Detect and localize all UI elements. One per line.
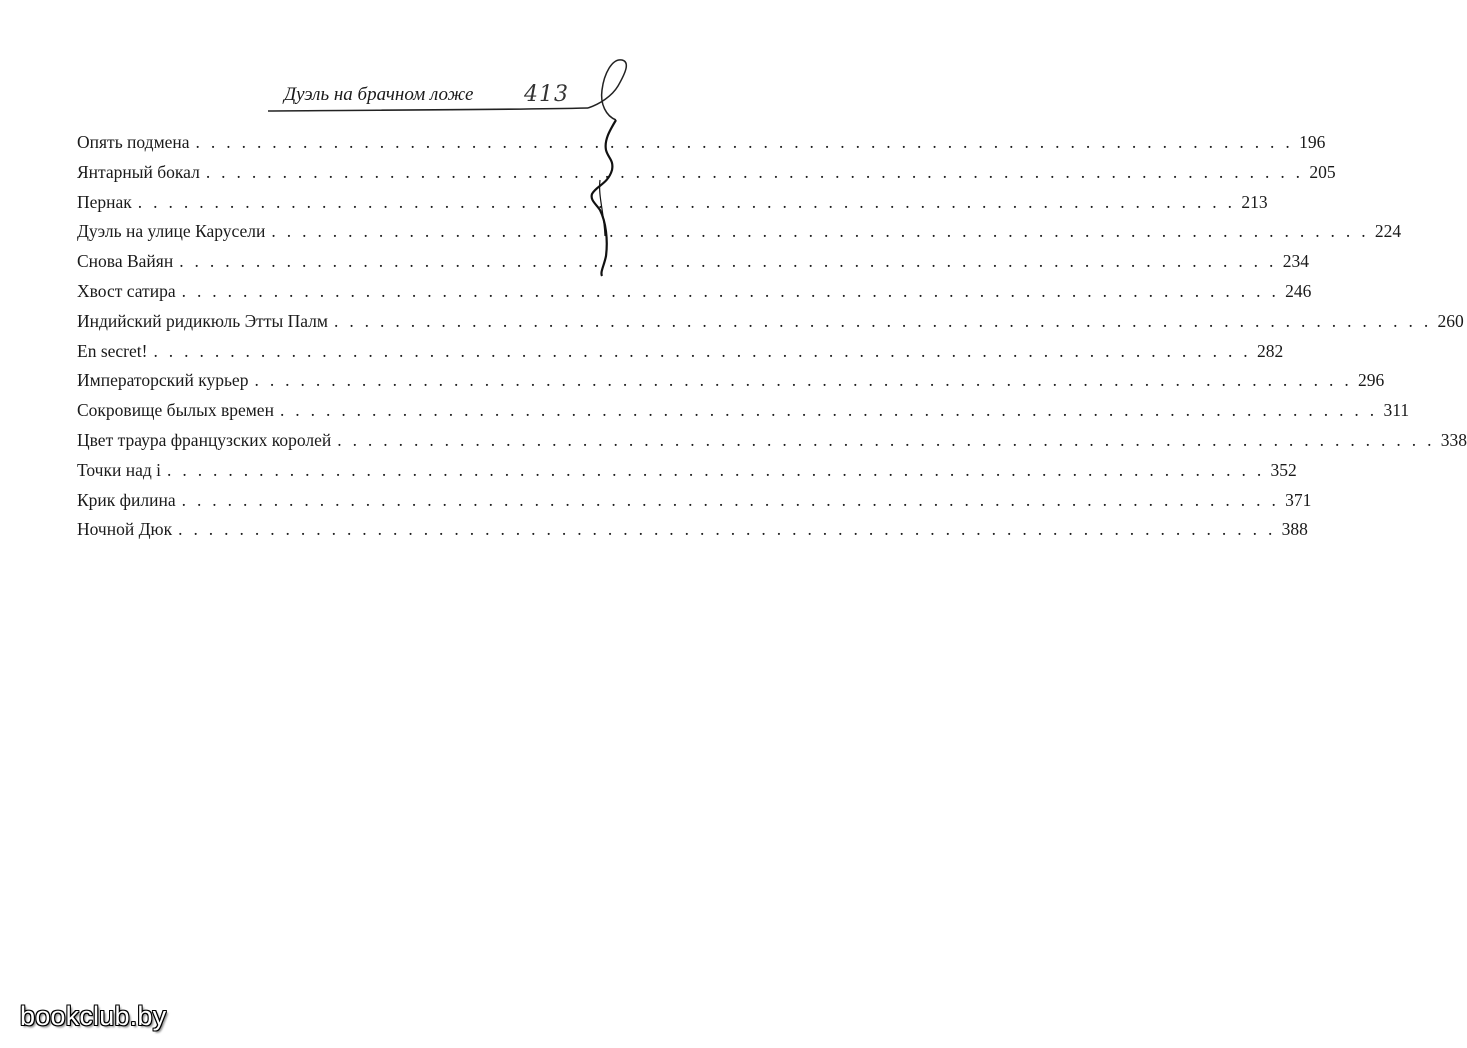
toc-entry xyxy=(77,158,1336,188)
toc-entry xyxy=(77,456,1297,486)
toc-entry xyxy=(77,515,1308,545)
toc-entry-title: Индийский ридикюль Этты Палм xyxy=(77,310,328,331)
watermark-logo: bookclub.by xyxy=(20,1001,167,1031)
toc-entry-title: Хвост сатира xyxy=(77,280,176,301)
dot-leader: . . . . . . . . . . . . . . . . . . . . . . . . . . . . . . . . . . . . . . . . . . . . . . . . . . . . . . . . . . . . . . . . . . . . . . . . xyxy=(153,340,1251,361)
toc-entry xyxy=(77,426,1467,456)
toc-entry xyxy=(77,128,1326,158)
running-head xyxy=(270,84,590,114)
toc-entry-title: Цвет траура французских королей xyxy=(77,429,332,450)
toc-entry-title: Ночной Дюк xyxy=(77,519,173,540)
toc-entry-page: 352 xyxy=(1270,459,1297,480)
toc-entry-page: 282 xyxy=(1256,340,1284,361)
dot-leader: . . . . . . . . . . . . . . . . . . . . . . . . . . . . . . . . . . . . . . . . . . . . . . . . . . . . . . . . . . . . . . . . . . . . . . . . xyxy=(167,459,1265,480)
toc-entry-page: 224 xyxy=(1374,221,1402,242)
page-number: 413 xyxy=(524,82,569,107)
toc-entry-page: 205 xyxy=(1309,161,1336,182)
toc-entry-title: Точки над і xyxy=(77,459,161,480)
toc-entry-page: 371 xyxy=(1285,489,1312,510)
dot-leader: . . . . . . . . . . . . . . . . . . . . . . . . . . . . . . . . . . . . . . . . . . . . . . . . . . . . . . . . . . . . . . . . . . . . . . . . xyxy=(254,370,1352,391)
toc-entry-page: 311 xyxy=(1383,400,1410,421)
toc-entry-title: En secret! xyxy=(77,340,148,361)
toc-entry-page: 388 xyxy=(1281,519,1308,540)
toc-entry xyxy=(77,337,1284,367)
dot-leader: . . . . . . . . . . . . . . . . . . . . . . . . . . . . . . . . . . . . . . . . . . . . . . . . . . . . . . . . . . . . . . . . . . . . . . . . xyxy=(181,489,1280,510)
table-of-contents xyxy=(77,128,1467,545)
dot-leader: . . . . . . . . . . . . . . . . . . . . . . . . . . . . . . . . . . . . . . . . . . . . . . . . . . . . . . . . . . . . . . . . . . . . . . . . xyxy=(137,191,1236,212)
toc-entry-page: 234 xyxy=(1282,251,1309,272)
toc-entry-title: Снова Вайян xyxy=(77,251,174,272)
dot-leader: . . . . . . . . . . . . . . . . . . . . . . . . . . . . . . . . . . . . . . . . . . . . . . . . . . . . . . . . . . . . . . . . . . . . . . . . xyxy=(271,221,1369,242)
dot-leader: . . . . . . . . . . . . . . . . . . . . . . . . . . . . . . . . . . . . . . . . . . . . . . . . . . . . . . . . . . . . . . . . . . . . . . . . xyxy=(205,161,1304,182)
toc-entry-title: Крик филина xyxy=(77,489,176,510)
toc-entry-page: 196 xyxy=(1299,132,1326,152)
dot-leader: . . . . . . . . . . . . . . . . . . . . . . . . . . . . . . . . . . . . . . . . . . . . . . . . . . . . . . . . . . . . . . . . . . . . . . . . xyxy=(279,400,1378,421)
toc-entry-title: Опять подмена xyxy=(77,132,190,152)
toc-entry-page: 338 xyxy=(1440,429,1467,450)
dot-leader: . . . . . . . . . . . . . . . . . . . . . . . . . . . . . . . . . . . . . . . . . . . . . . . . . . . . . . . . . . . . . . . . . . . . . . . . xyxy=(337,429,1435,450)
toc-entry xyxy=(77,217,1402,247)
toc-entry-title: Императорский курьер xyxy=(77,370,249,391)
toc-entry-title: Дуэль на улице Карусели xyxy=(77,221,266,242)
toc-entry xyxy=(77,366,1385,396)
toc-entry-title: Сокровище былых времен xyxy=(77,400,274,421)
toc-entry-page: 213 xyxy=(1241,191,1268,212)
dot-leader: . . . . . . . . . . . . . . . . . . . . . . . . . . . . . . . . . . . . . . . . . . . . . . . . . . . . . . . . . . . . . . . . . . . . . . . . xyxy=(195,132,1294,152)
toc-entry xyxy=(77,247,1309,277)
toc-entry-page: 260 xyxy=(1437,310,1464,331)
toc-entry xyxy=(77,188,1268,218)
toc-entry-title: Пернак xyxy=(77,191,132,212)
dot-leader: . . . . . . . . . . . . . . . . . . . . . . . . . . . . . . . . . . . . . . . . . . . . . . . . . . . . . . . . . . . . . . . . . . . . . . . . xyxy=(179,251,1277,272)
running-head-title: Дуэль на брачном ложе xyxy=(284,84,474,105)
toc-entry xyxy=(77,486,1312,516)
toc-entry-page: 296 xyxy=(1358,370,1385,391)
dot-leader: . . . . . . . . . . . . . . . . . . . . . . . . . . . . . . . . . . . . . . . . . . . . . . . . . . . . . . . . . . . . . . . . . . . . . . . . xyxy=(181,280,1280,301)
dot-leader: . . . . . . . . . . . . . . . . . . . . . . . . . . . . . . . . . . . . . . . . . . . . . . . . . . . . . . . . . . . . . . . . . . . . . . . . xyxy=(333,310,1432,331)
toc-entry-title: Янтарный бокал xyxy=(77,161,200,182)
toc-entry xyxy=(77,277,1312,307)
toc-entry xyxy=(77,307,1464,337)
dot-leader: . . . . . . . . . . . . . . . . . . . . . . . . . . . . . . . . . . . . . . . . . . . . . . . . . . . . . . . . . . . . . . . . . . . . . . . . xyxy=(178,519,1276,540)
toc-entry xyxy=(77,396,1410,426)
toc-entry-page: 246 xyxy=(1285,280,1312,301)
